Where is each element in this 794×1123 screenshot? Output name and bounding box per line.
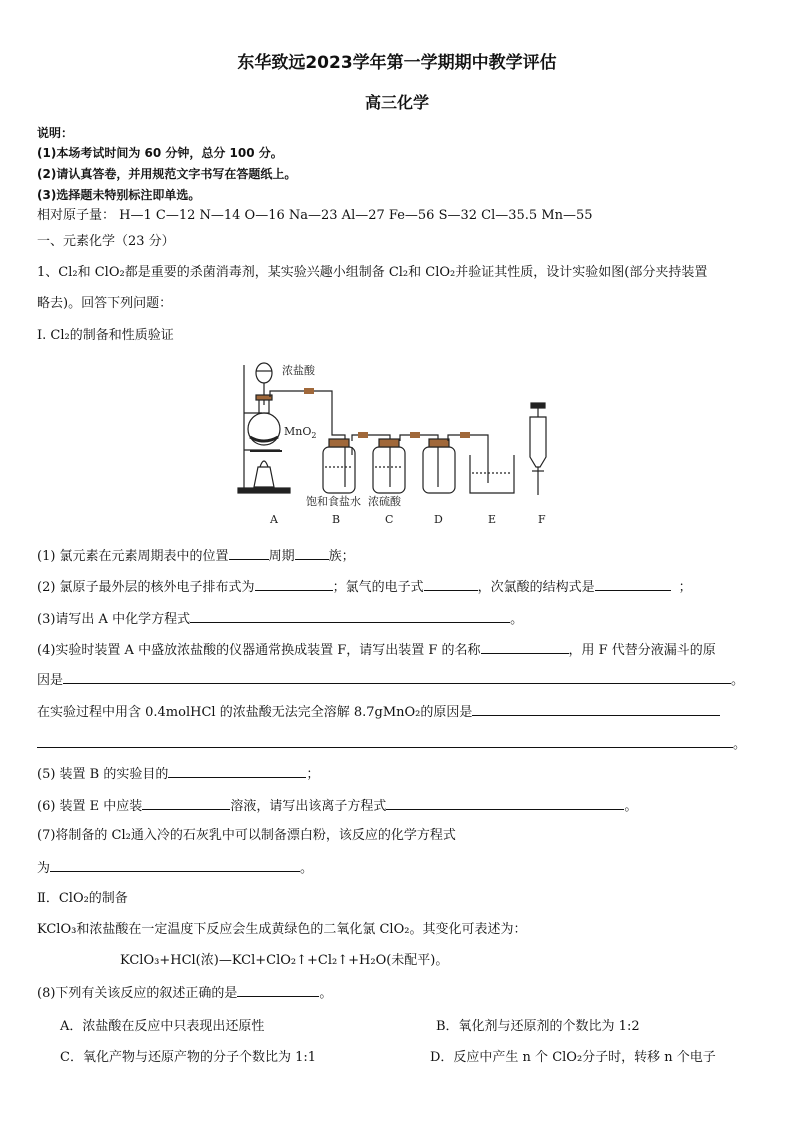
part2-equation: KClO₃+HCl(浓)—KCl+ClO₂↑+Cl₂↑+H₂O(未配平)。 bbox=[120, 953, 449, 968]
note-item-2: (2)请认真答卷，并用规范文字书写在答题纸上。 bbox=[37, 167, 297, 181]
label-h2so4: 浓硫酸 bbox=[368, 495, 401, 508]
question-3: (3)请写出 A 中化学方程式 。 bbox=[37, 609, 757, 629]
part2-heading: Ⅱ．ClO₂的制备 bbox=[37, 891, 128, 906]
question-8: (8)下列有关该反应的叙述正确的是 。 bbox=[37, 983, 757, 1003]
q8-answer-blank[interactable] bbox=[237, 983, 319, 997]
apparatus-label-e: E bbox=[488, 513, 497, 526]
label-brine: 饱和食盐水 bbox=[306, 495, 361, 508]
exam-title: 东华致远2023学年第一学期期中教学评估 bbox=[237, 53, 557, 73]
question1-intro: 1、Cl₂和 ClO₂都是重要的杀菌消毒剂，某实验兴趣小组制备 Cl₂和 ClO₂并验证其性质，设计实验如图(部分夹持装置 bbox=[37, 265, 708, 280]
q7-answer-blank[interactable] bbox=[50, 858, 300, 872]
q6-answer-blank-1[interactable] bbox=[142, 796, 230, 810]
note-item-3: (3)选择题未特别标注即单选。 bbox=[37, 188, 201, 202]
part2-description: KClO₃和浓盐酸在一定温度下反应会生成黄绿色的二氧化氯 ClO₂。其变化可表述为： bbox=[37, 922, 527, 937]
question-4-extra-cont: 。 bbox=[37, 734, 757, 754]
q5-answer-blank[interactable] bbox=[168, 764, 306, 778]
part1-heading: Ⅰ. Cl₂的制备和性质验证 bbox=[37, 328, 174, 343]
apparatus-label-f: F bbox=[538, 513, 546, 526]
option-b[interactable]: B．氧化剂与还原剂的个数比为 1:2 bbox=[436, 1019, 640, 1034]
apparatus-label-a: A bbox=[270, 513, 278, 526]
option-d[interactable]: D．反应中产生 n 个 ClO₂分子时，转移 n 个电子 bbox=[430, 1050, 716, 1065]
question-2: (2) 氯原子最外层的核外电子排布式为 ；氯气的电子式 ，次氯酸的结构式是 ； bbox=[37, 577, 757, 597]
q2-answer-blank-3[interactable] bbox=[595, 577, 671, 591]
question-6: (6) 装置 E 中应装 溶液，请写出该离子方程式 。 bbox=[37, 796, 757, 816]
question-7: (7)将制备的 Cl₂通入冷的石灰乳中可以制备漂白粉，该反应的化学方程式 bbox=[37, 828, 456, 843]
q4-answer-blank-2[interactable] bbox=[63, 670, 731, 684]
q1-answer-blank-1[interactable] bbox=[229, 546, 269, 560]
apparatus-label-d: D bbox=[434, 513, 443, 526]
label-conc-hcl: 浓盐酸 bbox=[282, 364, 315, 377]
q2-answer-blank-2[interactable] bbox=[424, 577, 478, 591]
option-c[interactable]: C．氧化产物与还原产物的分子个数比为 1:1 bbox=[60, 1050, 317, 1065]
question-1: (1) 氯元素在元素周期表中的位置 周期 族； bbox=[37, 546, 757, 566]
q4-answer-blank-4[interactable] bbox=[37, 734, 733, 748]
question-7-cont: 为 。 bbox=[37, 858, 757, 878]
question-4: (4)实验时装置 A 中盛放浓盐酸的仪器通常换成装置 F，请写出装置 F 的名称 ，用 F 代替分液漏斗的原 bbox=[37, 640, 757, 660]
q3-answer-blank[interactable] bbox=[190, 609, 510, 623]
exam-subject: 高三化学 bbox=[364, 93, 429, 112]
apparatus-diagram bbox=[230, 355, 560, 530]
q6-answer-blank-2[interactable] bbox=[386, 796, 624, 810]
apparatus-label-b: B bbox=[332, 513, 341, 526]
section1-heading: 一、元素化学（23 分） bbox=[37, 234, 175, 249]
q1-answer-blank-2[interactable] bbox=[295, 546, 329, 560]
question-4-extra: 在实验过程中用含 0.4molHCl 的浓盐酸无法完全溶解 8.7gMnO₂的原因是 bbox=[37, 702, 757, 722]
note-item-1: (1)本场考试时间为 60 分钟，总分 100 分。 bbox=[37, 146, 283, 160]
option-a[interactable]: A．浓盐酸在反应中只表现出还原性 bbox=[60, 1019, 265, 1034]
apparatus-label-c: C bbox=[385, 513, 394, 526]
q4-answer-blank-1[interactable] bbox=[481, 640, 569, 654]
notes-heading: 说明： bbox=[37, 126, 74, 140]
q2-answer-blank-1[interactable] bbox=[255, 577, 333, 591]
q4-answer-blank-3[interactable] bbox=[472, 702, 720, 716]
label-mno2: MnO$_2$ bbox=[284, 425, 317, 440]
question-5: (5) 装置 B 的实验目的 ； bbox=[37, 764, 757, 784]
question-4-cont: 因是 。 bbox=[37, 670, 757, 690]
question1-intro-cont: 略去)。回答下列问题： bbox=[37, 296, 173, 311]
atomic-mass-line: 相对原子量： H—1 C—12 N—14 O—16 Na—23 Al—27 Fe—56 S—32 Cl—35.5 Mn—55 bbox=[37, 208, 593, 223]
